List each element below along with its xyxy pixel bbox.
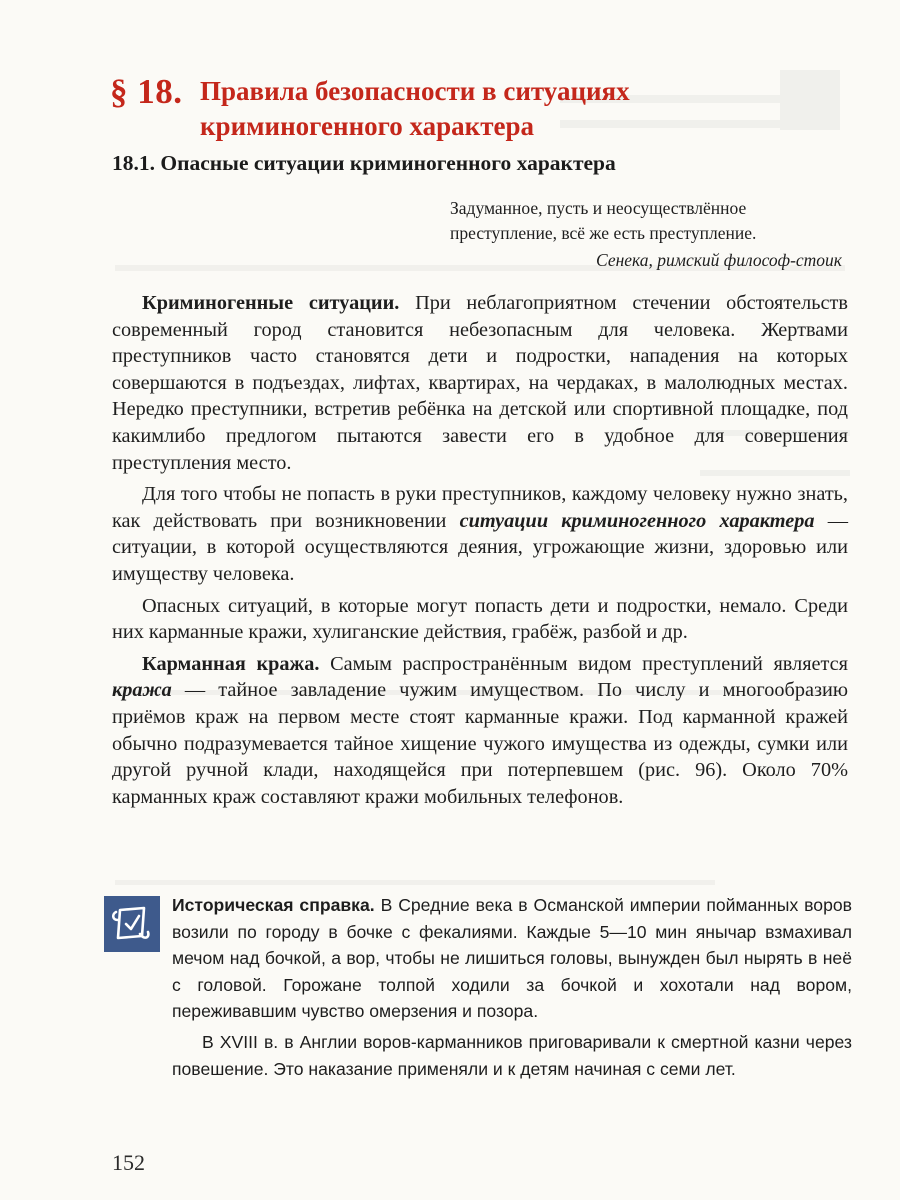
paragraph-pickpocketing <box>112 651 848 811</box>
historical-note-paragraph: В XVIII в. в Англии воров-карманников приговаривали к смертной казни через повешение. Это наказание применяли и к детям начиная с семи лет. <box>172 1031 852 1079</box>
term-criminogenic-situation: ситуации криминогенного характера <box>459 509 815 532</box>
paragraph-text: Для того чтобы не попасть в руки преступников, каждому человеку нужно знать, как действовать при возникновении <box>112 483 848 532</box>
paragraph-lead: Карманная кража. <box>142 652 320 675</box>
scroll-icon <box>104 896 160 952</box>
term-theft: кража <box>112 679 172 702</box>
chapter-title-line2: криминогенного характера <box>200 111 534 141</box>
historical-note-lead: Историческая справка. <box>172 895 375 915</box>
historical-note-paragraph <box>172 892 852 1025</box>
chapter-number: § 18. <box>110 72 183 111</box>
historical-note <box>104 892 854 1142</box>
paragraph-dangerous-situations <box>112 593 848 646</box>
paragraph-lead: Криминогенные ситуации. <box>142 292 400 314</box>
historical-note-body: В Средние века в Османской империи пойманных воров возили по городу в бочке с фекалиями. Каждые 5—10 мин янычар взмахивал мечом над бочкой, а вор, чтобы не лишиться головы, вынужден был нырять в неё с головой. Горожане толпой ходили за бочкой и хохотали над вором, переживавшим чувство омерзения и позора. <box>172 895 852 1022</box>
chapter-title-line1: Правила безопасности в ситуациях <box>200 76 630 106</box>
paragraph-text: — ситуации, в которой осуществляются деяния, угрожающие жизни, здоровью или имуществу человека. <box>112 509 848 585</box>
chapter-title <box>200 74 840 144</box>
section-title: 18.1. Опасные ситуации криминогенного характера <box>112 151 616 175</box>
epigraph-author: Сенека, римский философ-стоик <box>596 250 842 270</box>
paragraph-text: — тайное завладение чужим имуществом. По числу и многообразию приёмов краж на первом месте стоят карманные кражи. Под карманной кражей обычно подразумевается тайное хищение чужого имущества из одежды, сумки или другой ручной клади, находящейся при потерпевшем (рис. 96). Около 70% карманных краж составляют кражи мобильных телефонов. <box>112 679 848 808</box>
epigraph-line2: преступление, всё же есть преступление. <box>450 223 757 243</box>
paragraph-definition <box>112 481 848 587</box>
main-text <box>112 290 848 815</box>
paragraph-criminogenic-situations <box>112 290 848 476</box>
paragraph-text: Самым распространённым видом преступлений является <box>319 652 848 675</box>
epigraph-line1: Задуманное, пусть и неосуществлённое <box>450 198 747 218</box>
paragraph-text: Опасных ситуаций, в которые могут попасть дети и подростки, немало. Среди них карманные кражи, хулиганские действия, грабёж, разбой и др. <box>112 594 848 644</box>
paragraph-text: При неблагоприятном стечении обстоятельств современный город становится небезопасным для человека. Жертвами преступников часто становятся дети и подростки, нападения на которых совершаются в подъездах, лифтах, квартирах, на чердаках, в малолюдных местах. Нередко преступники, встретив ребёнка на детской или спортивной площадке, под какимлибо предлогом пытаются завести его в удобное для совершения преступления место. <box>112 292 848 474</box>
page-number: 152 <box>112 1150 145 1175</box>
historical-note-text <box>172 892 852 1082</box>
epigraph <box>450 196 842 246</box>
